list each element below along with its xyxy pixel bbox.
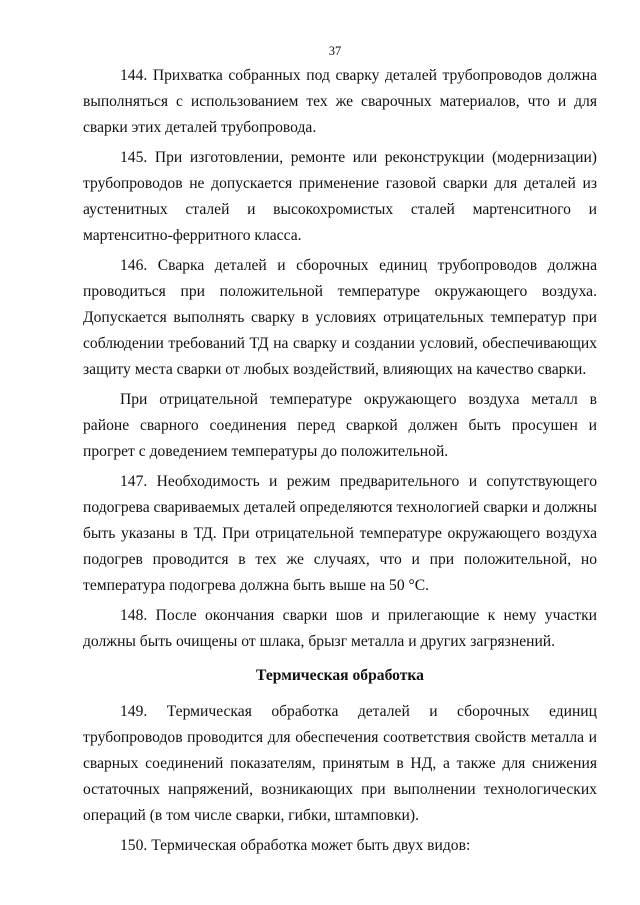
paragraph-148: 148. После окончания сварки шов и прилегающие к нему участки должны быть очищены от шлака, брызг металла и других загрязнений. xyxy=(83,607,597,650)
paragraph-150: 150. Термическая обработка может быть двух видов: xyxy=(120,837,471,854)
paragraph-146-continued: При отрицательной температуре окружающего воздуха металл в районе сварного соединения перед сваркой должен быть просушен и прогрет с доведением температуры до положительной. xyxy=(83,391,597,460)
paragraph-149: 149. Термическая обработка деталей и сборочных единиц трубопроводов проводится для обеспечения соответствия свойств металла и сварных соединений показателям, принятым в НД, а также для снижения остаточных напряжений, возникающих при выполнении технологических операций (в том числе сварки, гибки, штамповки). xyxy=(83,703,597,824)
paragraph-145: 145. При изготовлении, ремонте или реконструкции (модернизации) трубопроводов не допускается применение газовой сварки для деталей из аустенитных сталей и высокохромистых сталей мартенситного и мартенситно-ферритного класса. xyxy=(83,149,597,244)
section-heading: Термическая обработка xyxy=(256,667,424,684)
page-number: 37 xyxy=(328,44,342,58)
paragraph-144: 144. Прихватка собранных под сварку деталей трубопроводов должна выполняться с использованием тех же сварочных материалов, что и для сварки этих деталей трубопровода. xyxy=(83,67,597,136)
paragraph-146: 146. Сварка деталей и сборочных единиц трубопроводов должна проводиться при положительной температуре окружающего воздуха. Допускается выполнять сварку в условиях отрицательных температур при соблюдении требований ТД на сварку и создании условий, обеспечивающих защиту места сварки от любых воздействий, влияющих на качество сварки. xyxy=(83,257,597,378)
paragraph-147: 147. Необходимость и режим предварительного и сопутствующего подогрева свариваемых деталей определяются технологией сварки и должны быть указаны в ТД. При отрицательной температуре окружающего воздуха подогрев проводится в тех же случаях, что и при положительной, но температура подогрева должна быть выше на 50 °С. xyxy=(83,473,597,594)
page-content xyxy=(83,63,597,863)
